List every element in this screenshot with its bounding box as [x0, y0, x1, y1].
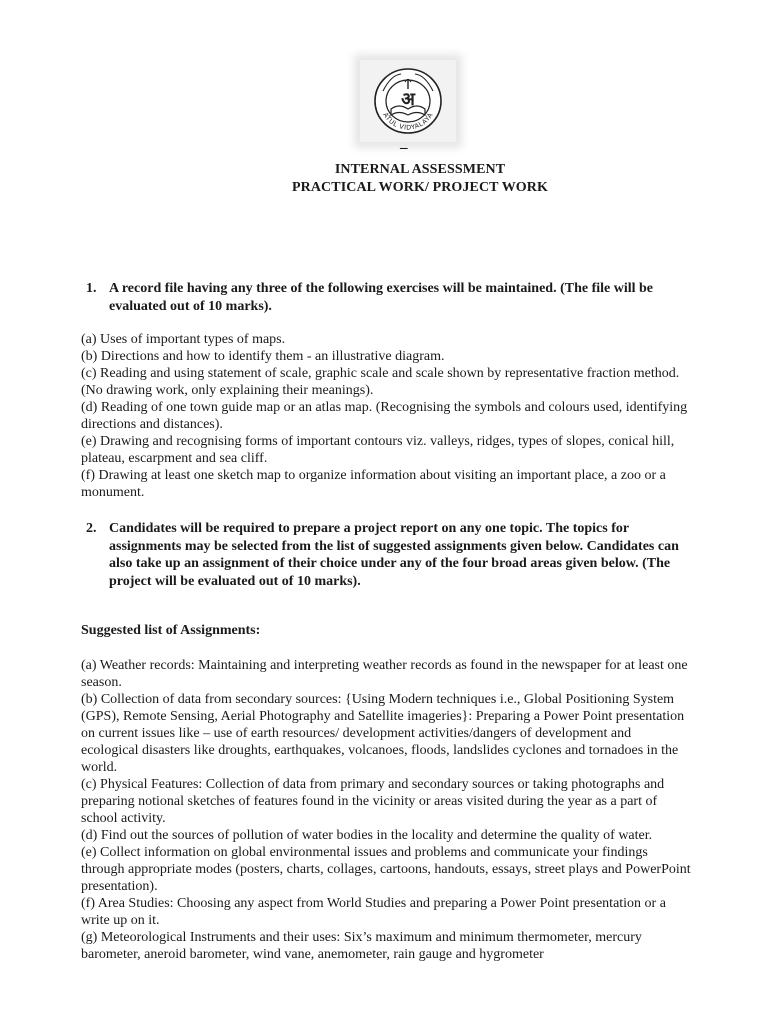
list-item: (c) Reading and using statement of scale, graphic scale and scale shown by representative fraction method. (No drawing work, only explaining their meanings).	[81, 366, 680, 398]
page-subtitle: PRACTICAL WORK/ PROJECT WORK	[291, 180, 548, 195]
section-number: 2.	[86, 521, 97, 536]
list-item: (b) Directions and how to identify them - an illustrative diagram.	[81, 349, 445, 364]
list-item: (e) Collect information on global environmental issues and problems and communicate your findings through appropriate modes (posters, charts, collages, cartoons, handouts, essays, street plays and PowerPoint presentation).	[81, 845, 691, 894]
list-item: (b) Collection of data from secondary sources: {Using Modern techniques i.e., Global Positioning System (GPS), Remote Sensing, Aerial Photography and Satellite imageries}: Preparing a Power Point presentation on current issues like – use of earth resources/ development activities/dangers of development and ecological disasters like droughts, earthquakes, volcanoes, floods, landslides cyclones and tornadoes in the world.	[81, 692, 685, 775]
section-text: Candidates will be required to prepare a project report on any one topic. The topics for assignments may be selected from the list of suggested assignments given below. Candidates can also take up an assignment of their choice under any of the four broad areas given below. (The project will be evaluated out of 10 marks).	[109, 521, 679, 589]
svg-text:अ: अ	[401, 89, 415, 110]
section-2-heading	[86, 520, 686, 590]
school-emblem-icon	[369, 65, 447, 137]
logo-text: ATUL VIDYALAYA	[381, 111, 435, 132]
list-item: (a) Uses of important types of maps.	[81, 332, 286, 347]
school-logo	[360, 60, 456, 142]
list-item: (a) Weather records: Maintaining and interpreting weather records as found in the newspaper for at least one season.	[81, 658, 688, 690]
list-item: (c) Physical Features: Collection of data from primary and secondary sources or taking photographs and preparing notional sketches of features found in the vicinity or areas visited during the year as a part of school activity.	[81, 777, 665, 826]
list-item: (f) Area Studies: Choosing any aspect from World Studies and preparing a Power Point presentation or a write up on it.	[81, 896, 666, 928]
assignments-heading: Suggested list of Assignments:	[81, 623, 261, 638]
page-title: INTERNAL ASSESSMENT	[334, 162, 506, 177]
list-item: (d) Reading of one town guide map or an atlas map. (Recognising the symbols and colours used, identifying directions and distances).	[81, 400, 688, 432]
section-text: A record file having any three of the following exercises will be maintained. (The file will be evaluated out of 10 marks).	[109, 281, 654, 314]
list-item: (d) Find out the sources of pollution of water bodies in the locality and determine the quality of water.	[81, 828, 653, 843]
list-item: (g) Meteorological Instruments and their uses: Six’s maximum and minimum thermometer, mercury barometer, aneroid barometer, wind vane, anemometer, rain gauge and hygrometer	[81, 930, 642, 962]
list-item: (f) Drawing at least one sketch map to organize information about visiting an important place, a zoo or a monument.	[81, 468, 666, 500]
list-item: (e) Drawing and recognising forms of important contours viz. valleys, ridges, types of slopes, conical hill, plateau, escarpment and sea cliff.	[81, 434, 675, 466]
section-2-list	[81, 657, 691, 963]
section-1-list	[81, 331, 691, 501]
separator-dash: –	[400, 140, 408, 156]
section-1-heading	[86, 280, 686, 315]
section-number: 1.	[86, 281, 97, 296]
